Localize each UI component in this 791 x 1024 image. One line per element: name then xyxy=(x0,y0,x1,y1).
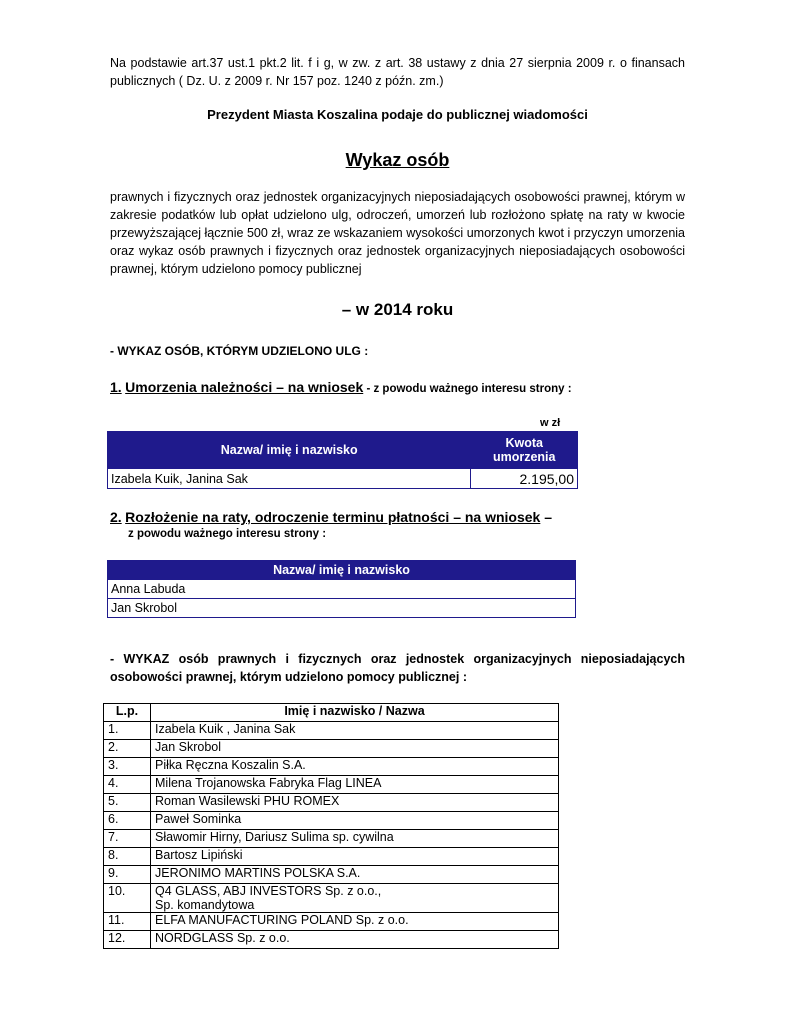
row-name: Jan Skrobol xyxy=(108,599,576,618)
table-row xyxy=(104,758,559,776)
year-heading: – w 2014 roku xyxy=(341,300,454,319)
table-row xyxy=(104,740,559,758)
row-lp: 1. xyxy=(104,722,151,740)
row-name: Izabela Kuik, Janina Sak xyxy=(108,469,471,489)
row-lp: 3. xyxy=(104,758,151,776)
col-header-amount: Kwota umorzenia xyxy=(471,432,578,469)
section2-title: Rozłożenie na raty, odroczenie terminu płatności – na wniosek xyxy=(125,509,541,525)
table-row xyxy=(108,580,576,599)
row-lp: 4. xyxy=(104,776,151,794)
row-name: ELFA MANUFACTURING POLAND Sp. z o.o. xyxy=(151,913,559,931)
row-name: Jan Skrobol xyxy=(151,740,559,758)
section2-subtitle: z powodu ważnego interesu strony : xyxy=(128,528,327,540)
row-lp: 6. xyxy=(104,812,151,830)
col-header-lp: L.p. xyxy=(104,704,151,722)
row-name: Roman Wasilewski PHU ROMEX xyxy=(151,794,559,812)
table-row xyxy=(108,599,576,618)
row-name: Piłka Ręczna Koszalin S.A. xyxy=(151,758,559,776)
row-lp: 10. xyxy=(104,884,151,913)
table-row xyxy=(104,848,559,866)
section2-number: 2. xyxy=(110,509,122,525)
row-lp: 2. xyxy=(104,740,151,758)
currency-unit: w zł xyxy=(540,417,561,429)
table-row xyxy=(104,794,559,812)
legal-basis: Na podstawie art.37 ust.1 pkt.2 lit. f i g, w zw. z art. 38 ustawy z dnia 27 sierpnia 2009 r. o finansach publicznych ( Dz. U. z 2009 r. Nr 157 poz. 1240 z późn. zm.) xyxy=(110,56,685,88)
row-lp: 11. xyxy=(104,913,151,931)
table-row xyxy=(104,884,559,913)
table-row xyxy=(104,931,559,949)
row-name: JERONIMO MARTINS POLSKA S.A. xyxy=(151,866,559,884)
col-header-name: Nazwa/ imię i nazwisko xyxy=(108,432,471,469)
section1-heading xyxy=(110,379,572,395)
public-aid-table xyxy=(103,703,559,949)
table-row xyxy=(108,469,578,489)
col-header-name: Imię i nazwisko / Nazwa xyxy=(151,704,559,722)
row-lp: 5. xyxy=(104,794,151,812)
section1-subtitle: - z powodu ważnego interesu strony : xyxy=(363,383,572,395)
row-name: Paweł Sominka xyxy=(151,812,559,830)
row-amount: 2.195,00 xyxy=(471,469,578,489)
table-row xyxy=(104,866,559,884)
public-aid-heading: - WYKAZ osób prawnych i fizycznych oraz jednostek organizacyjnych nieposiadających osobowości prawnej, którym udzielono pomocy publicznej : xyxy=(110,652,685,684)
row-name: Sławomir Hirny, Dariusz Sulima sp. cywilna xyxy=(151,830,559,848)
section1-number: 1. xyxy=(110,379,122,395)
section2-dash: – xyxy=(540,509,553,525)
row-name: Bartosz Lipiński xyxy=(151,848,559,866)
section1-title: Umorzenia należności – na wniosek xyxy=(125,379,364,395)
remission-table xyxy=(107,431,578,489)
table-row xyxy=(104,812,559,830)
document-description: prawnych i fizycznych oraz jednostek organizacyjnych nieposiadających osobowości prawnej, którym w zakresie podatków lub opłat udzielono ulg, odroczeń, umorzeń lub rozłożono spłatę na raty w kwocie przewyższającej łącznie 500 zł, wraz ze wskazaniem wysokości umorzonych kwot i przyczyn umorzenia oraz wykaz osób prawnych i fizycznych oraz jednostek organizacyjnych nieposiadających osobowości prawnej, którym udzielono pomocy publicznej xyxy=(110,190,685,276)
document-title: Wykaz osób xyxy=(345,150,450,170)
section2-heading xyxy=(110,509,552,540)
row-name xyxy=(151,884,559,913)
table-row xyxy=(104,776,559,794)
row-name: NORDGLASS Sp. z o.o. xyxy=(151,931,559,949)
row-lp: 12. xyxy=(104,931,151,949)
row-lp: 9. xyxy=(104,866,151,884)
row-name-line2: Sp. komandytowa xyxy=(155,898,255,912)
row-lp: 7. xyxy=(104,830,151,848)
announcement: Prezydent Miasta Koszalina podaje do publicznej wiadomości xyxy=(207,107,588,122)
table-row xyxy=(104,830,559,848)
row-name: Anna Labuda xyxy=(108,580,576,599)
installment-table xyxy=(107,560,576,618)
col-header-name: Nazwa/ imię i nazwisko xyxy=(108,561,576,580)
table-row xyxy=(104,722,559,740)
ulg-heading: - WYKAZ OSÓB, KTÓRYM UDZIELONO ULG : xyxy=(110,344,369,358)
row-name: Izabela Kuik , Janina Sak xyxy=(151,722,559,740)
row-lp: 8. xyxy=(104,848,151,866)
row-name-line1: Q4 GLASS, ABJ INVESTORS Sp. z o.o., xyxy=(155,884,382,898)
table-row xyxy=(104,913,559,931)
row-name: Milena Trojanowska Fabryka Flag LINEA xyxy=(151,776,559,794)
